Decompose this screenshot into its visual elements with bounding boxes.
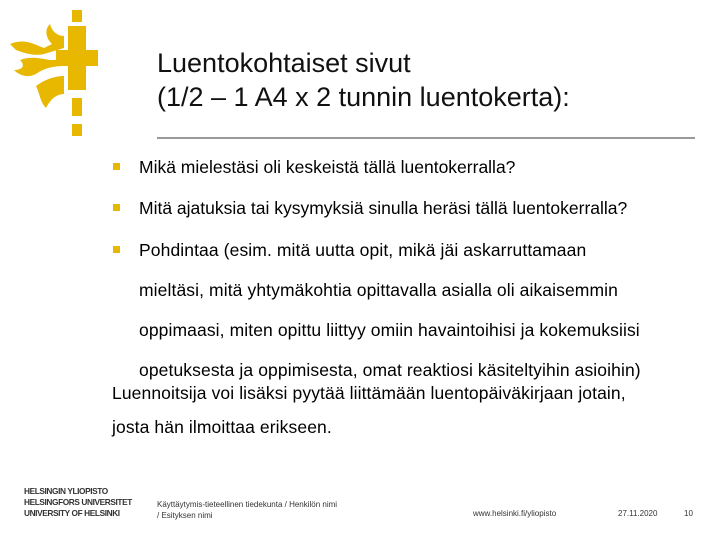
square-bullet-icon: [113, 204, 120, 211]
square-bullet-icon: [113, 163, 120, 170]
title-line-2: (1/2 – 1 A4 x 2 tunnin luentokerta):: [157, 82, 570, 112]
bullet-line: opetuksesta ja oppimisesta, omat reaktiosi käsiteltyihin asioihin): [139, 360, 641, 380]
university-wordmark: [24, 486, 132, 519]
footer-faculty: [157, 499, 337, 521]
page-number: 10: [684, 509, 693, 518]
footer-url: www.helsinki.fi/yliopisto: [473, 509, 557, 518]
university-flame-logo-icon: [6, 4, 106, 144]
faculty-line: / Esityksen nimi: [157, 511, 213, 520]
footer-date: 27.11.2020: [618, 509, 658, 518]
bullet-text: Mitä ajatuksia tai kysymyksiä sinulla heräsi tällä luentokerralla?: [139, 198, 628, 218]
bullet-text: Mikä mielestäsi oli keskeistä tällä luentokerralla?: [139, 157, 516, 177]
note-paragraph: [112, 376, 626, 444]
title-divider: [157, 137, 695, 139]
wordmark-line: HELSINGIN YLIOPISTO: [24, 486, 108, 496]
note-line: josta hän ilmoittaa erikseen.: [112, 417, 332, 437]
bullet-line: oppimaasi, miten opittu liittyy omiin havaintoihisi ja kokemuksiisi: [139, 320, 640, 340]
square-bullet-icon: [113, 246, 120, 253]
bullet-line: mieltäsi, mitä yhtymäkohtia opittavalla asialla oli aikaisemmin: [139, 280, 618, 300]
bullet-text: [139, 235, 641, 385]
note-line: Luennoitsija voi lisäksi pyytää liittämään luentopäiväkirjaan jotain,: [112, 383, 626, 403]
faculty-line: Käyttäytymis-tieteellinen tiedekunta / Henkilön nimi: [157, 500, 338, 509]
title-line-1: Luentokohtaiset sivut: [157, 48, 411, 78]
slide-title: [157, 46, 697, 114]
wordmark-line: UNIVERSITY OF HELSINKI: [24, 508, 120, 518]
bullet-line: Pohdintaa (esim. mitä uutta opit, mikä jäi askarruttamaan: [139, 240, 587, 260]
wordmark-line: HELSINGFORS UNIVERSITET: [24, 497, 132, 507]
